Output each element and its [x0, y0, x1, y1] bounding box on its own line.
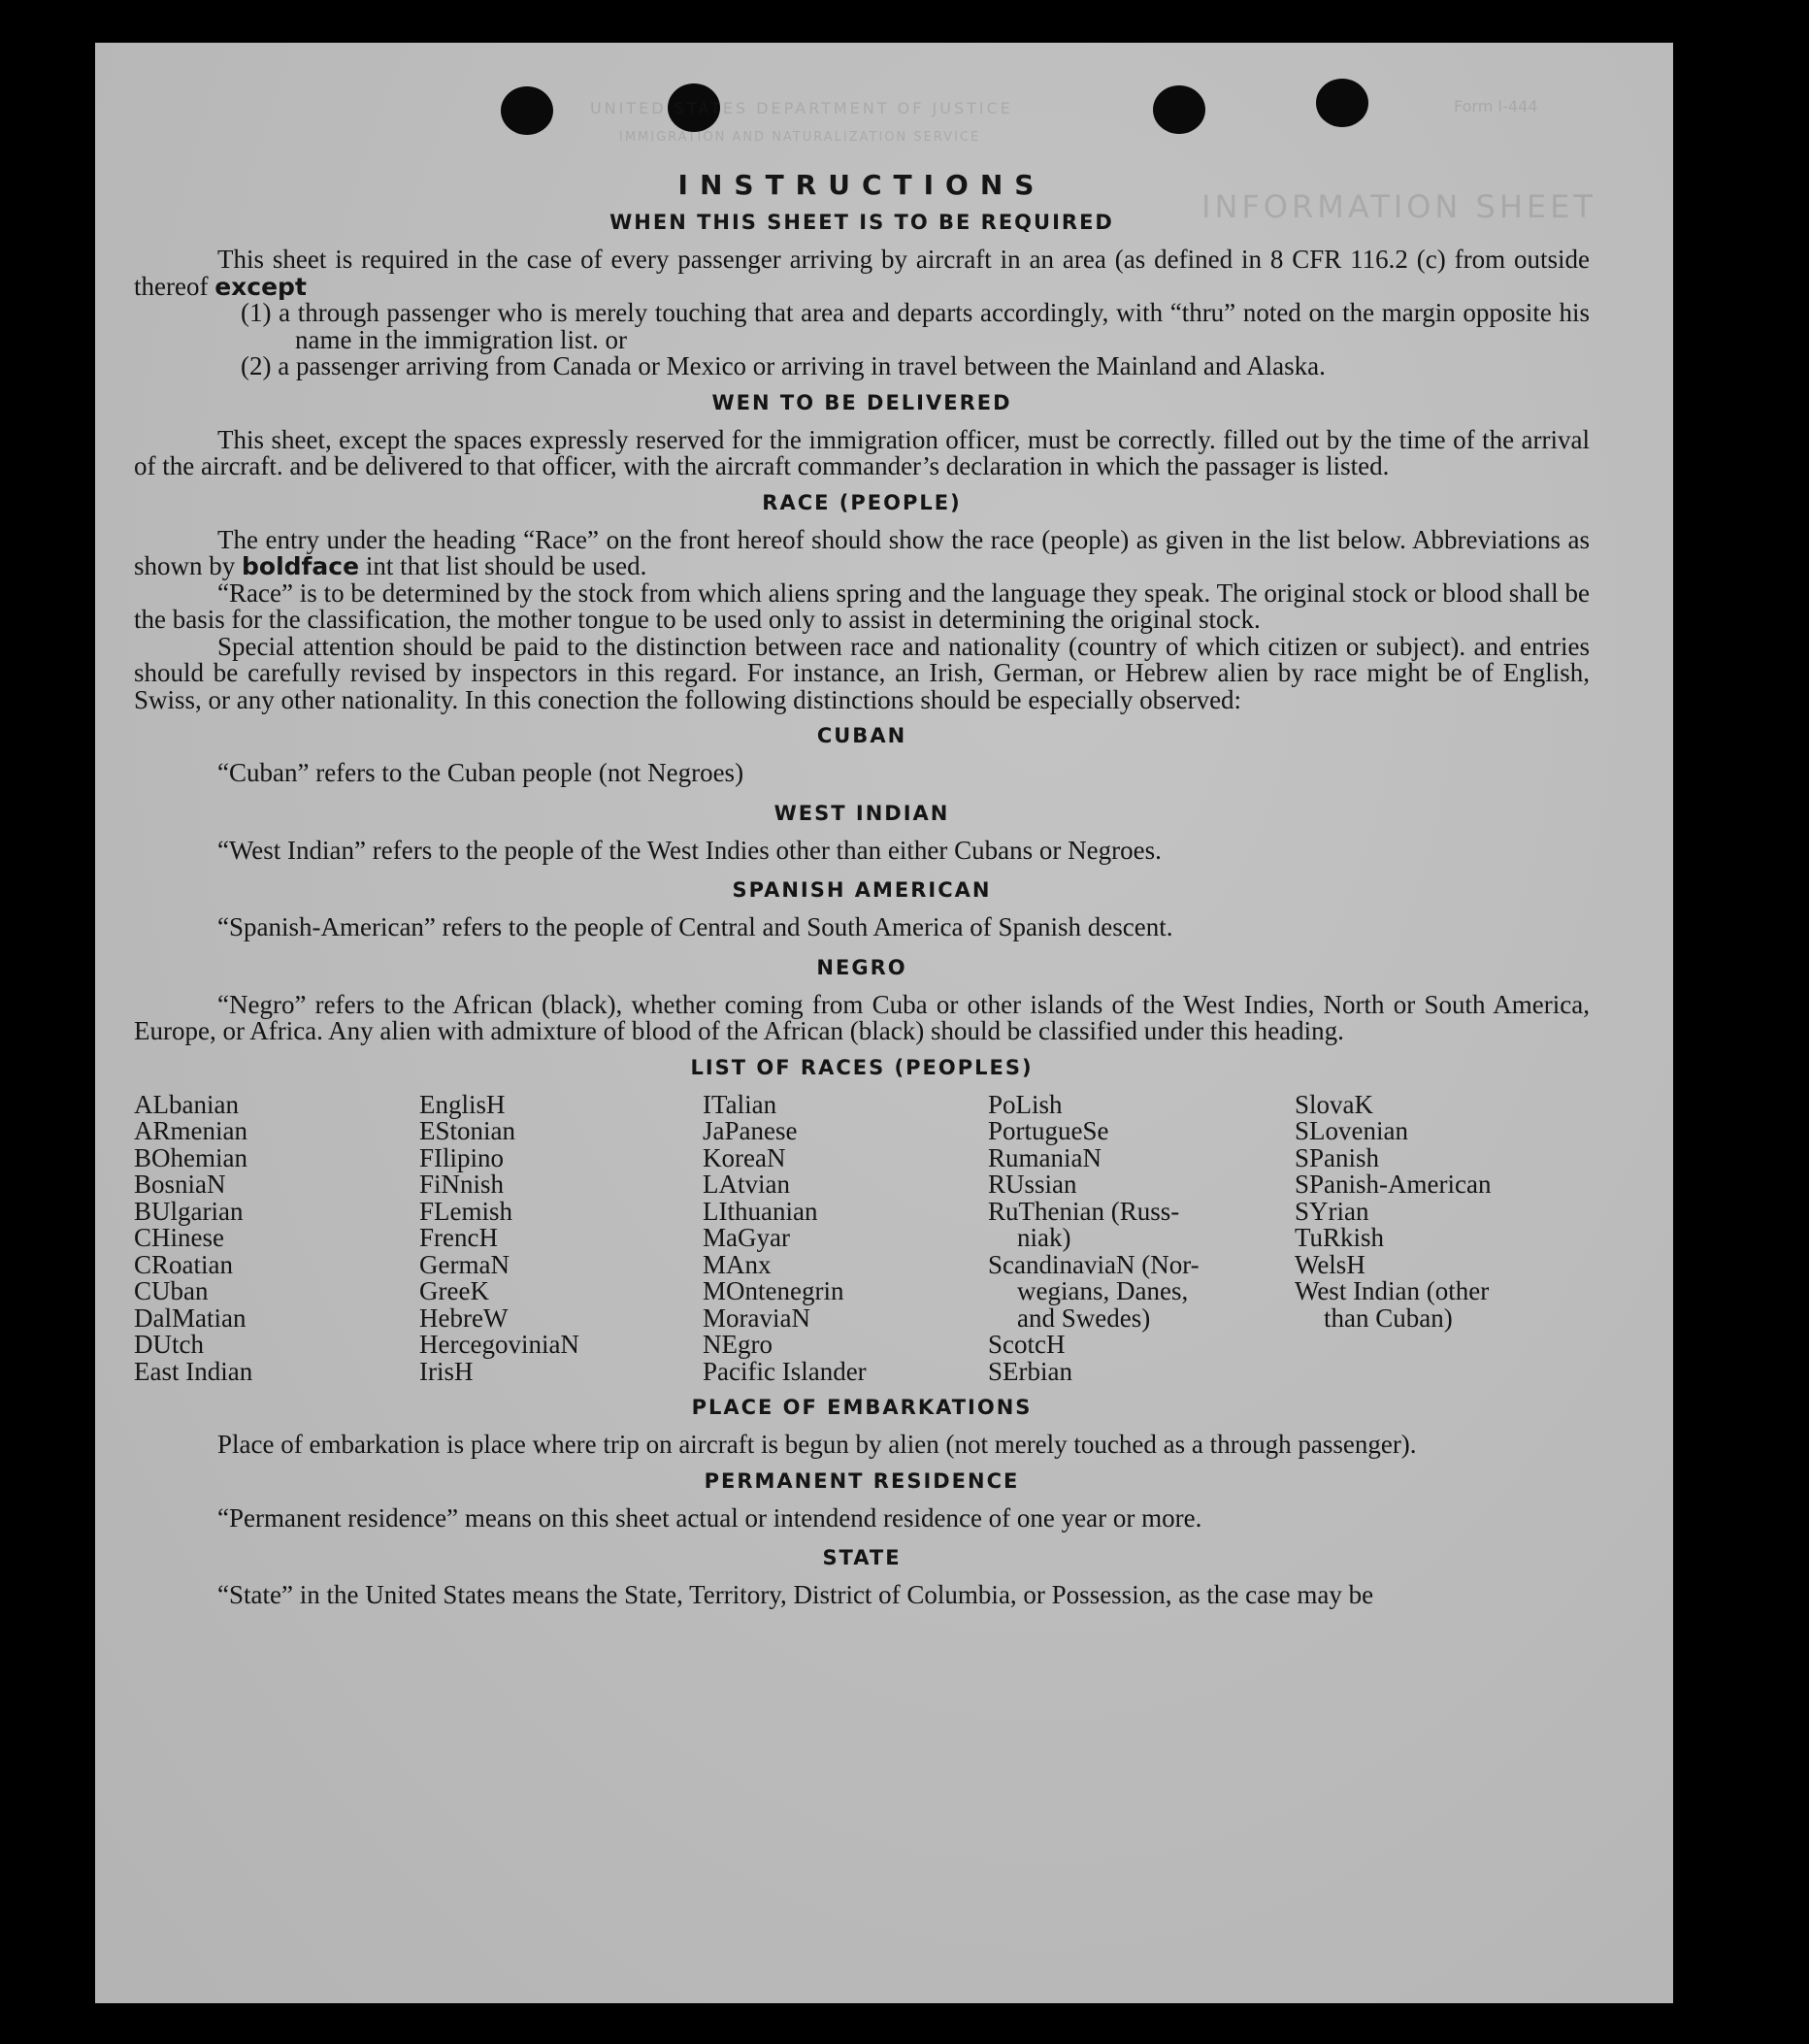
race-entry: SPanish-American: [1295, 1170, 1492, 1199]
race-entry: RumaniaN: [988, 1142, 1102, 1172]
race-entry: East Indian: [134, 1356, 253, 1386]
races-column-4: [988, 1089, 1295, 1386]
race-entry: BOhemian: [134, 1142, 247, 1172]
state-text: “State” in the United States means the State, Territory, District of Columbia, or Possession, as the case may be: [217, 1580, 1374, 1609]
delivered-text: This sheet, except the spaces expressly reserved for the immigration officer, must be correctly. filled out by the time of the arrival of the aircraft. and be delivered to that officer, with the aircraft commander’s declaration in which the passager is listed.: [134, 424, 1590, 480]
required-text: This sheet is required in the case of every passenger arriving by aircraft in an area (as defined in 8 CFR 116.2 (c) from outside thereof except: [134, 245, 1590, 301]
race-entry: IrisH: [419, 1356, 474, 1386]
race-entry: FLemish: [419, 1196, 513, 1226]
race-entry: EStonian: [419, 1116, 515, 1145]
delivered-heading: WEN TO BE DELIVERED: [711, 390, 1012, 414]
race-entry: LAtvian: [703, 1170, 790, 1199]
except-keyword: except: [214, 272, 307, 301]
cuban-text: “Cuban” refers to the Cuban people (not Negroes): [217, 758, 744, 787]
required-heading: WHEN THIS SHEET IS TO BE REQUIRED: [609, 211, 1114, 234]
race-entry: FIlipino: [419, 1142, 505, 1172]
boldface-keyword: boldface: [242, 552, 360, 580]
race-entry: PortugueSe: [988, 1116, 1109, 1145]
race-entry: FrencH: [419, 1223, 498, 1252]
punch-hole-3: [1153, 85, 1205, 134]
embarkation-text: Place of embarkation is place where trip on aircraft is begun by alien (not merely touched as a through passenger).: [217, 1430, 1417, 1459]
race-entry: ScotcH: [988, 1330, 1066, 1359]
race-entry: WelsH: [1295, 1249, 1365, 1279]
race-entry: wegians, Danes,: [1017, 1276, 1189, 1305]
race-entry: West Indian (other: [1295, 1276, 1490, 1305]
race-entry: RUssian: [988, 1170, 1077, 1199]
race-paragraph-1: The entry under the heading “Race” on the front hereof should show the race (people) as given in the list below. Abbreviations as shown by boldface int that list should be used.: [134, 524, 1590, 580]
race-entry: CUban: [134, 1276, 209, 1305]
races-list-heading: LIST OF RACES (PEOPLES): [690, 1055, 1034, 1079]
bleed-header-line1: UNITED STATES DEPARTMENT OF JUSTICE: [590, 99, 1013, 117]
race-entry: FiNnish: [419, 1170, 505, 1199]
state-heading: STATE: [822, 1546, 902, 1569]
race-entry: SlovaK: [1295, 1089, 1373, 1119]
required-item-2: (2) a passenger arriving from Canada or Mexico or arriving in travel between the Mainland and Alaska.: [241, 351, 1326, 380]
punch-hole-1: [501, 86, 553, 135]
cuban-heading: CUBAN: [816, 724, 907, 747]
west-indian-text: “West Indian” refers to the people of the West Indies other than either Cubans or Negroes.: [217, 835, 1162, 865]
punch-hole-4: [1316, 79, 1368, 127]
race-entry: ScandinaviaN (Nor-: [988, 1249, 1200, 1279]
race-paragraph-2: “Race” is to be determined by the stock from which aliens spring and the language they speak. The original stock or blood shall be the basis for the classification, the mother tongue to be used only to assist in determining the original stock.: [134, 577, 1590, 634]
race-entry: TuRkish: [1295, 1223, 1385, 1252]
race-entry: RuThenian (Russ-: [988, 1196, 1180, 1226]
race-entry: SPanish: [1295, 1142, 1380, 1172]
race-entry: SErbian: [988, 1356, 1072, 1386]
race-entry: NEgro: [703, 1330, 773, 1359]
race-entry: CHinese: [134, 1223, 224, 1252]
race-entry: HebreW: [419, 1302, 509, 1333]
bleed-header-line2: IMMIGRATION AND NATURALIZATION SERVICE: [619, 130, 981, 145]
race-entry: than Cuban): [1324, 1302, 1453, 1333]
spanish-american-text: “Spanish-American” refers to the people of Central and South America of Spanish descent.: [217, 912, 1173, 941]
race-entry: SYrian: [1295, 1196, 1369, 1226]
page-title: INSTRUCTIONS: [677, 169, 1046, 201]
race-entry: niak): [1017, 1223, 1071, 1252]
races-column-2: [419, 1089, 703, 1386]
race-entry: GermaN: [419, 1249, 510, 1279]
race-entry: MAnx: [703, 1249, 772, 1279]
race-entry: ITalian: [703, 1089, 777, 1119]
spanish-american-heading: SPANISH AMERICAN: [732, 878, 992, 902]
race-entry: and Swedes): [1017, 1302, 1151, 1333]
races-column-3: [703, 1089, 988, 1386]
race-entry: BosniaN: [134, 1170, 226, 1199]
races-column-5: [1295, 1089, 1586, 1386]
race-entry: MaGyar: [703, 1223, 790, 1252]
instructions-content: [134, 169, 1590, 1609]
negro-text: “Negro” refers to the African (black), whether coming from Cuba or other islands of the West Indies, North or South America, Europe, or Africa. Any alien with admixture of blood of the African (black) should be classified under this heading.: [134, 989, 1590, 1045]
race-entry: DUtch: [134, 1330, 204, 1359]
race-entry: PoLish: [988, 1089, 1063, 1119]
race-entry: GreeK: [419, 1276, 489, 1305]
negro-heading: NEGRO: [816, 955, 907, 979]
race-entry: EnglisH: [419, 1089, 506, 1119]
races-list: [134, 1089, 1590, 1386]
race-entry: Pacific Islander: [703, 1356, 867, 1386]
embarkation-heading: PLACE OF EMBARKATIONS: [691, 1396, 1033, 1419]
race-entry: SLovenian: [1295, 1116, 1408, 1145]
race-entry: MoraviaN: [703, 1302, 810, 1333]
race-entry: LIthuanian: [703, 1196, 818, 1226]
required-item-1: (1) a through passenger who is merely touching that area and departs accordingly, with “thru” noted on the margin opposite his name in the immigration list. or: [241, 298, 1590, 354]
race-entry: HercegoviniaN: [419, 1330, 579, 1359]
race-entry: ALbanian: [134, 1089, 239, 1119]
document-page: [95, 43, 1673, 2003]
race-entry: JaPanese: [703, 1116, 798, 1145]
race-heading: RACE (PEOPLE): [762, 490, 962, 514]
residence-text: “Permanent residence” means on this sheet actual or intendend residence of one year or more.: [217, 1502, 1202, 1533]
races-column-1: [134, 1089, 419, 1386]
race-entry: MOntenegrin: [703, 1276, 844, 1305]
race-entry: CRoatian: [134, 1249, 233, 1279]
race-entry: BUlgarian: [134, 1196, 244, 1226]
west-indian-heading: WEST INDIAN: [773, 801, 950, 825]
race-entry: KoreaN: [703, 1142, 786, 1172]
race-entry: DalMatian: [134, 1302, 247, 1333]
race-paragraph-3: Special attention should be paid to the distinction between race and nationality (country of which citizen or subject). and entries should be carefully revised by inspectors in this regard. For instance, an Irish, German, or Hebrew alien by race might be of English, Swiss, or any other nationality. In this conection the following distinctions should be especially observed:: [134, 631, 1590, 714]
residence-heading: PERMANENT RESIDENCE: [704, 1468, 1020, 1493]
bleed-form-number: Form I-444: [1454, 97, 1538, 115]
bleed-title: INFORMATION SHEET: [1201, 188, 1596, 225]
race-entry: ARmenian: [134, 1116, 247, 1145]
